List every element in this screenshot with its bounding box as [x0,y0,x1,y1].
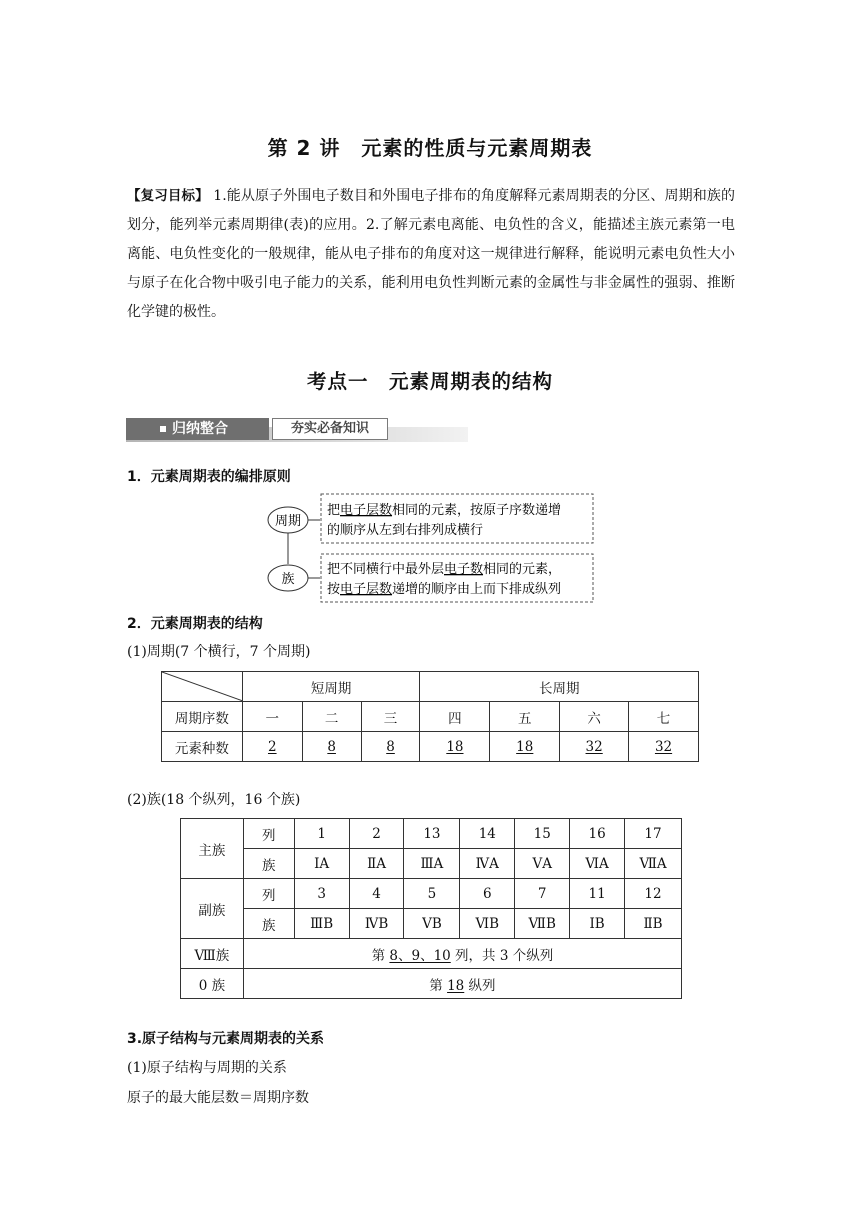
column-number: 17 [625,819,682,849]
element-count: 18 [516,738,534,755]
column-number: 11 [570,879,625,909]
column-label: 列 [243,879,294,909]
column-number: 4 [349,879,404,909]
element-count: 32 [654,738,673,755]
period-cell: 四 [420,702,490,732]
arrangement-diagram [265,491,595,606]
column-number: 5 [404,879,460,909]
group-name: ⅦB [515,909,570,939]
period-cell: 七 [629,702,699,732]
group-name: ⅢB [294,909,349,939]
element-count: 32 [585,738,603,755]
section-title: 考点一 元素周期表的结构 [306,370,553,393]
banner-right: 夯实必备知识 [272,418,388,440]
period-cell: 三 [361,702,420,732]
group-name: ⅤB [404,909,460,939]
energy-level-rule: 原子的最大能层数＝周期序数 [127,1090,309,1106]
group-label: 族 [243,849,294,879]
column-number: 6 [460,879,515,909]
heading-2: 2．元素周期表的结构 [127,616,263,632]
group-name: ⅠA [294,849,349,879]
group-desc-line2: 按电子层数递增的顺序由上而下排成纵列 [327,582,562,597]
group-desc-line1: 把不同横行中最外层电子数相同的元素， [327,562,562,577]
heading-3: 3.原子结构与元素周期表的关系 [127,1031,325,1047]
group-name: ⅡB [625,909,682,939]
groups-caption: (2)族(18 个纵列，16 个族) [127,792,301,808]
viii-group-label: Ⅷ族 [181,939,244,969]
objectives-text: 1.能从原子外围电子数目和外围电子排布的角度解释元素周期表的分区、周期和族的划分，能列举元素周期律(表)的应用。2.了解元素电离能、电负性的含义，能描述主族元素第一电离能、电负性变化的一般规律，能从电子排布的角度对这一规律进行解释，能说明元素电负性大小与原子在化合物中吸引电子能力的关系，能利用电负性判断元素的金属性与非金属性的强弱、推断化学键的极性。 [127,188,736,320]
element-count: 2 [267,738,277,755]
zero-column-answer: 18 [447,977,465,994]
short-period-header: 短周期 [242,672,420,702]
banner-left-label: 归纳整合 [172,421,228,437]
group-label: 族 [243,909,294,939]
period-cell: 六 [560,702,629,732]
column-number: 15 [515,819,570,849]
column-number: 3 [294,879,349,909]
element-count-label: 元素种数 [162,732,243,762]
viii-columns-answer: 8、9、10 [389,947,451,964]
group-name: ⅠB [570,909,625,939]
group-name: ⅣB [349,909,404,939]
periods-table [161,671,699,762]
column-number: 7 [515,879,570,909]
review-objectives [127,182,735,327]
group-name: ⅣA [460,849,515,879]
group-name: ⅤA [515,849,570,879]
column-number: 14 [460,819,515,849]
periods-caption: (1)周期(7 个横行，7 个周期) [127,644,311,660]
period-number-label: 周期序数 [162,702,243,732]
element-count: 8 [386,738,395,755]
viii-group-desc: 第 8、9、10 列，共 3 个纵列 [243,939,681,969]
group-name: ⅦA [625,849,682,879]
main-group-label: 主族 [181,819,244,879]
diagonal-line [162,672,243,701]
period-desc-line1: 把电子层数相同的元素，按原子序数递增 [327,503,562,518]
period-cell: 五 [490,702,560,732]
group-name: ⅢA [404,849,460,879]
square-bullet-icon [160,426,166,432]
group-name: ⅥB [460,909,515,939]
long-period-header: 长周期 [420,672,699,702]
column-number: 2 [349,819,404,849]
section-banner [126,418,468,442]
group-name: ⅥA [570,849,625,879]
banner-left [126,418,269,440]
sub-group-label: 副族 [181,879,244,939]
page-title: 第 2 讲 元素的性质与元素周期表 [267,136,593,160]
element-count: 18 [446,738,464,755]
heading-1: 1．元素周期表的编排原则 [127,469,291,485]
period-node-label: 周期 [274,514,302,529]
group-node-label: 族 [281,572,295,587]
zero-group-label: 0 族 [181,969,244,999]
diagonal-header-cell [162,672,243,702]
zero-group-desc: 第 18 纵列 [243,969,681,999]
column-label: 列 [243,819,294,849]
element-count: 8 [327,738,336,755]
column-number: 12 [625,879,682,909]
objectives-tag: 【复习目标】 [127,188,209,204]
period-desc-line2: 的顺序从左到右排列成横行 [327,523,484,538]
column-number: 13 [404,819,460,849]
column-number: 16 [570,819,625,849]
structure-period-caption: (1)原子结构与周期的关系 [127,1060,287,1076]
column-number: 1 [294,819,349,849]
groups-table [180,818,682,999]
group-name: ⅡA [349,849,404,879]
period-cell: 二 [302,702,361,732]
period-cell: 一 [242,702,302,732]
